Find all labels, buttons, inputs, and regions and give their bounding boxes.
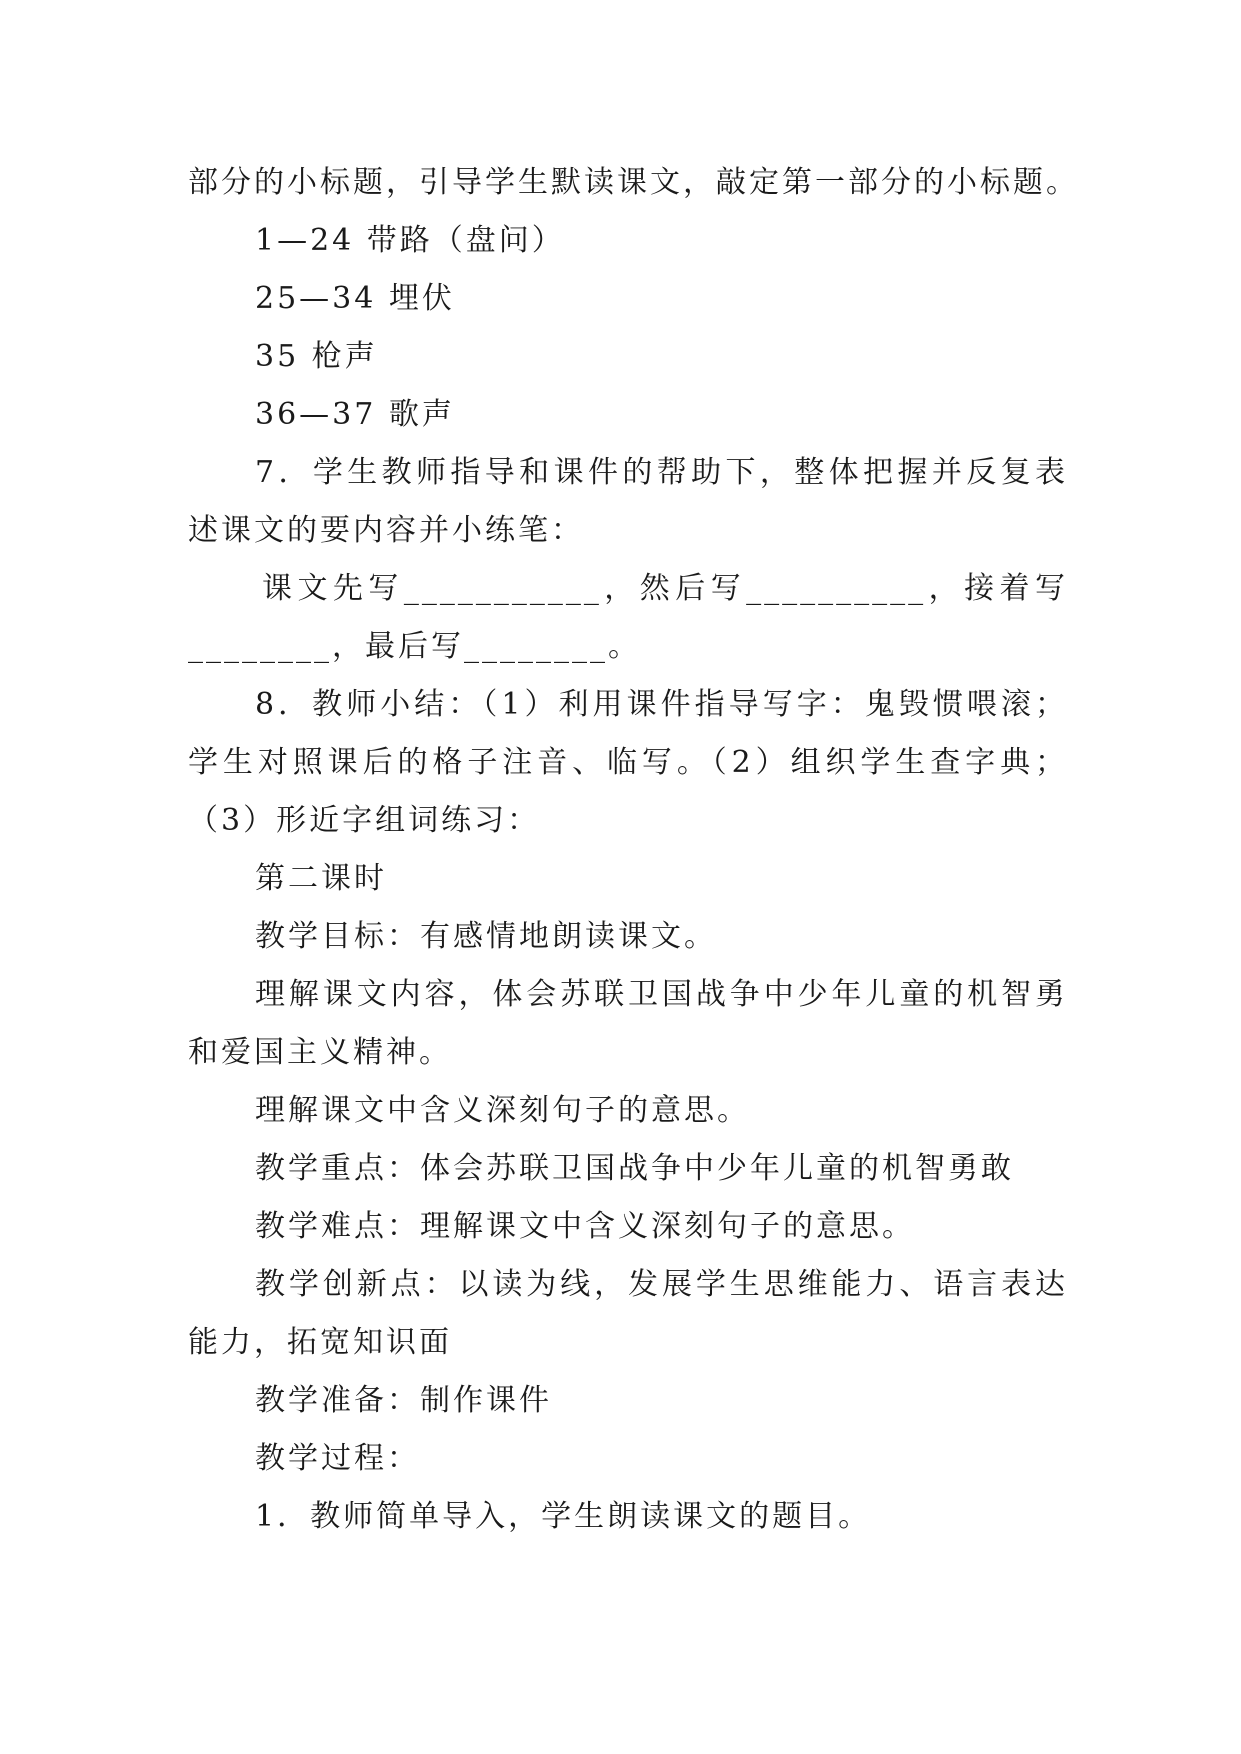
text-line: 8．教师小结：（1）利用课件指导写字：鬼毁惯喂滚； [255, 687, 1068, 722]
text-line: 教学重点：体会苏联卫国战争中少年儿童的机智勇敢 [255, 1151, 1014, 1186]
text-line: 述课文的要内容并小练笔： [188, 513, 584, 548]
text-line: 25—34 埋伏 [255, 281, 455, 316]
text-line: 理解课文中含义深刻句子的意思。 [255, 1093, 750, 1128]
text-line: 和爱国主义精神。 [188, 1035, 452, 1070]
text-line: 教学目标：有感情地朗读课文。 [255, 919, 717, 954]
text-line: 教学创新点：以读为线，发展学生思维能力、语言表达 [255, 1267, 1068, 1302]
text-line: 教学难点：理解课文中含义深刻句子的意思。 [255, 1209, 915, 1244]
text-line: 35 枪声 [255, 339, 378, 374]
text-line: 课文先写___________，然后写__________，接着写 [262, 571, 1068, 606]
text-line: 能力，拓宽知识面 [188, 1325, 452, 1360]
text-line: ________，最后写________。 [188, 629, 641, 664]
text-line: 教学准备：制作课件 [255, 1383, 552, 1418]
text-line: 第二课时 [255, 861, 387, 896]
text-line: 教学过程： [255, 1441, 420, 1476]
text-line: 理解课文内容，体会苏联卫国战争中少年儿童的机智勇 [255, 977, 1068, 1012]
text-line: 1．教师简单导入，学生朗读课文的题目。 [255, 1499, 872, 1534]
text-line: 36—37 歌声 [255, 397, 455, 432]
text-line: （3）形近字组词练习： [188, 803, 541, 838]
text-line: 7．学生教师指导和课件的帮助下，整体把握并反复表 [255, 455, 1068, 490]
text-line: 1—24 带路（盘问） [255, 223, 565, 258]
text-line: 部分的小标题，引导学生默读课文，敲定第一部分的小标题。 [188, 165, 1079, 200]
text-line: 学生对照课后的格子注音、临写。（2）组织学生查字典； [188, 745, 1068, 780]
